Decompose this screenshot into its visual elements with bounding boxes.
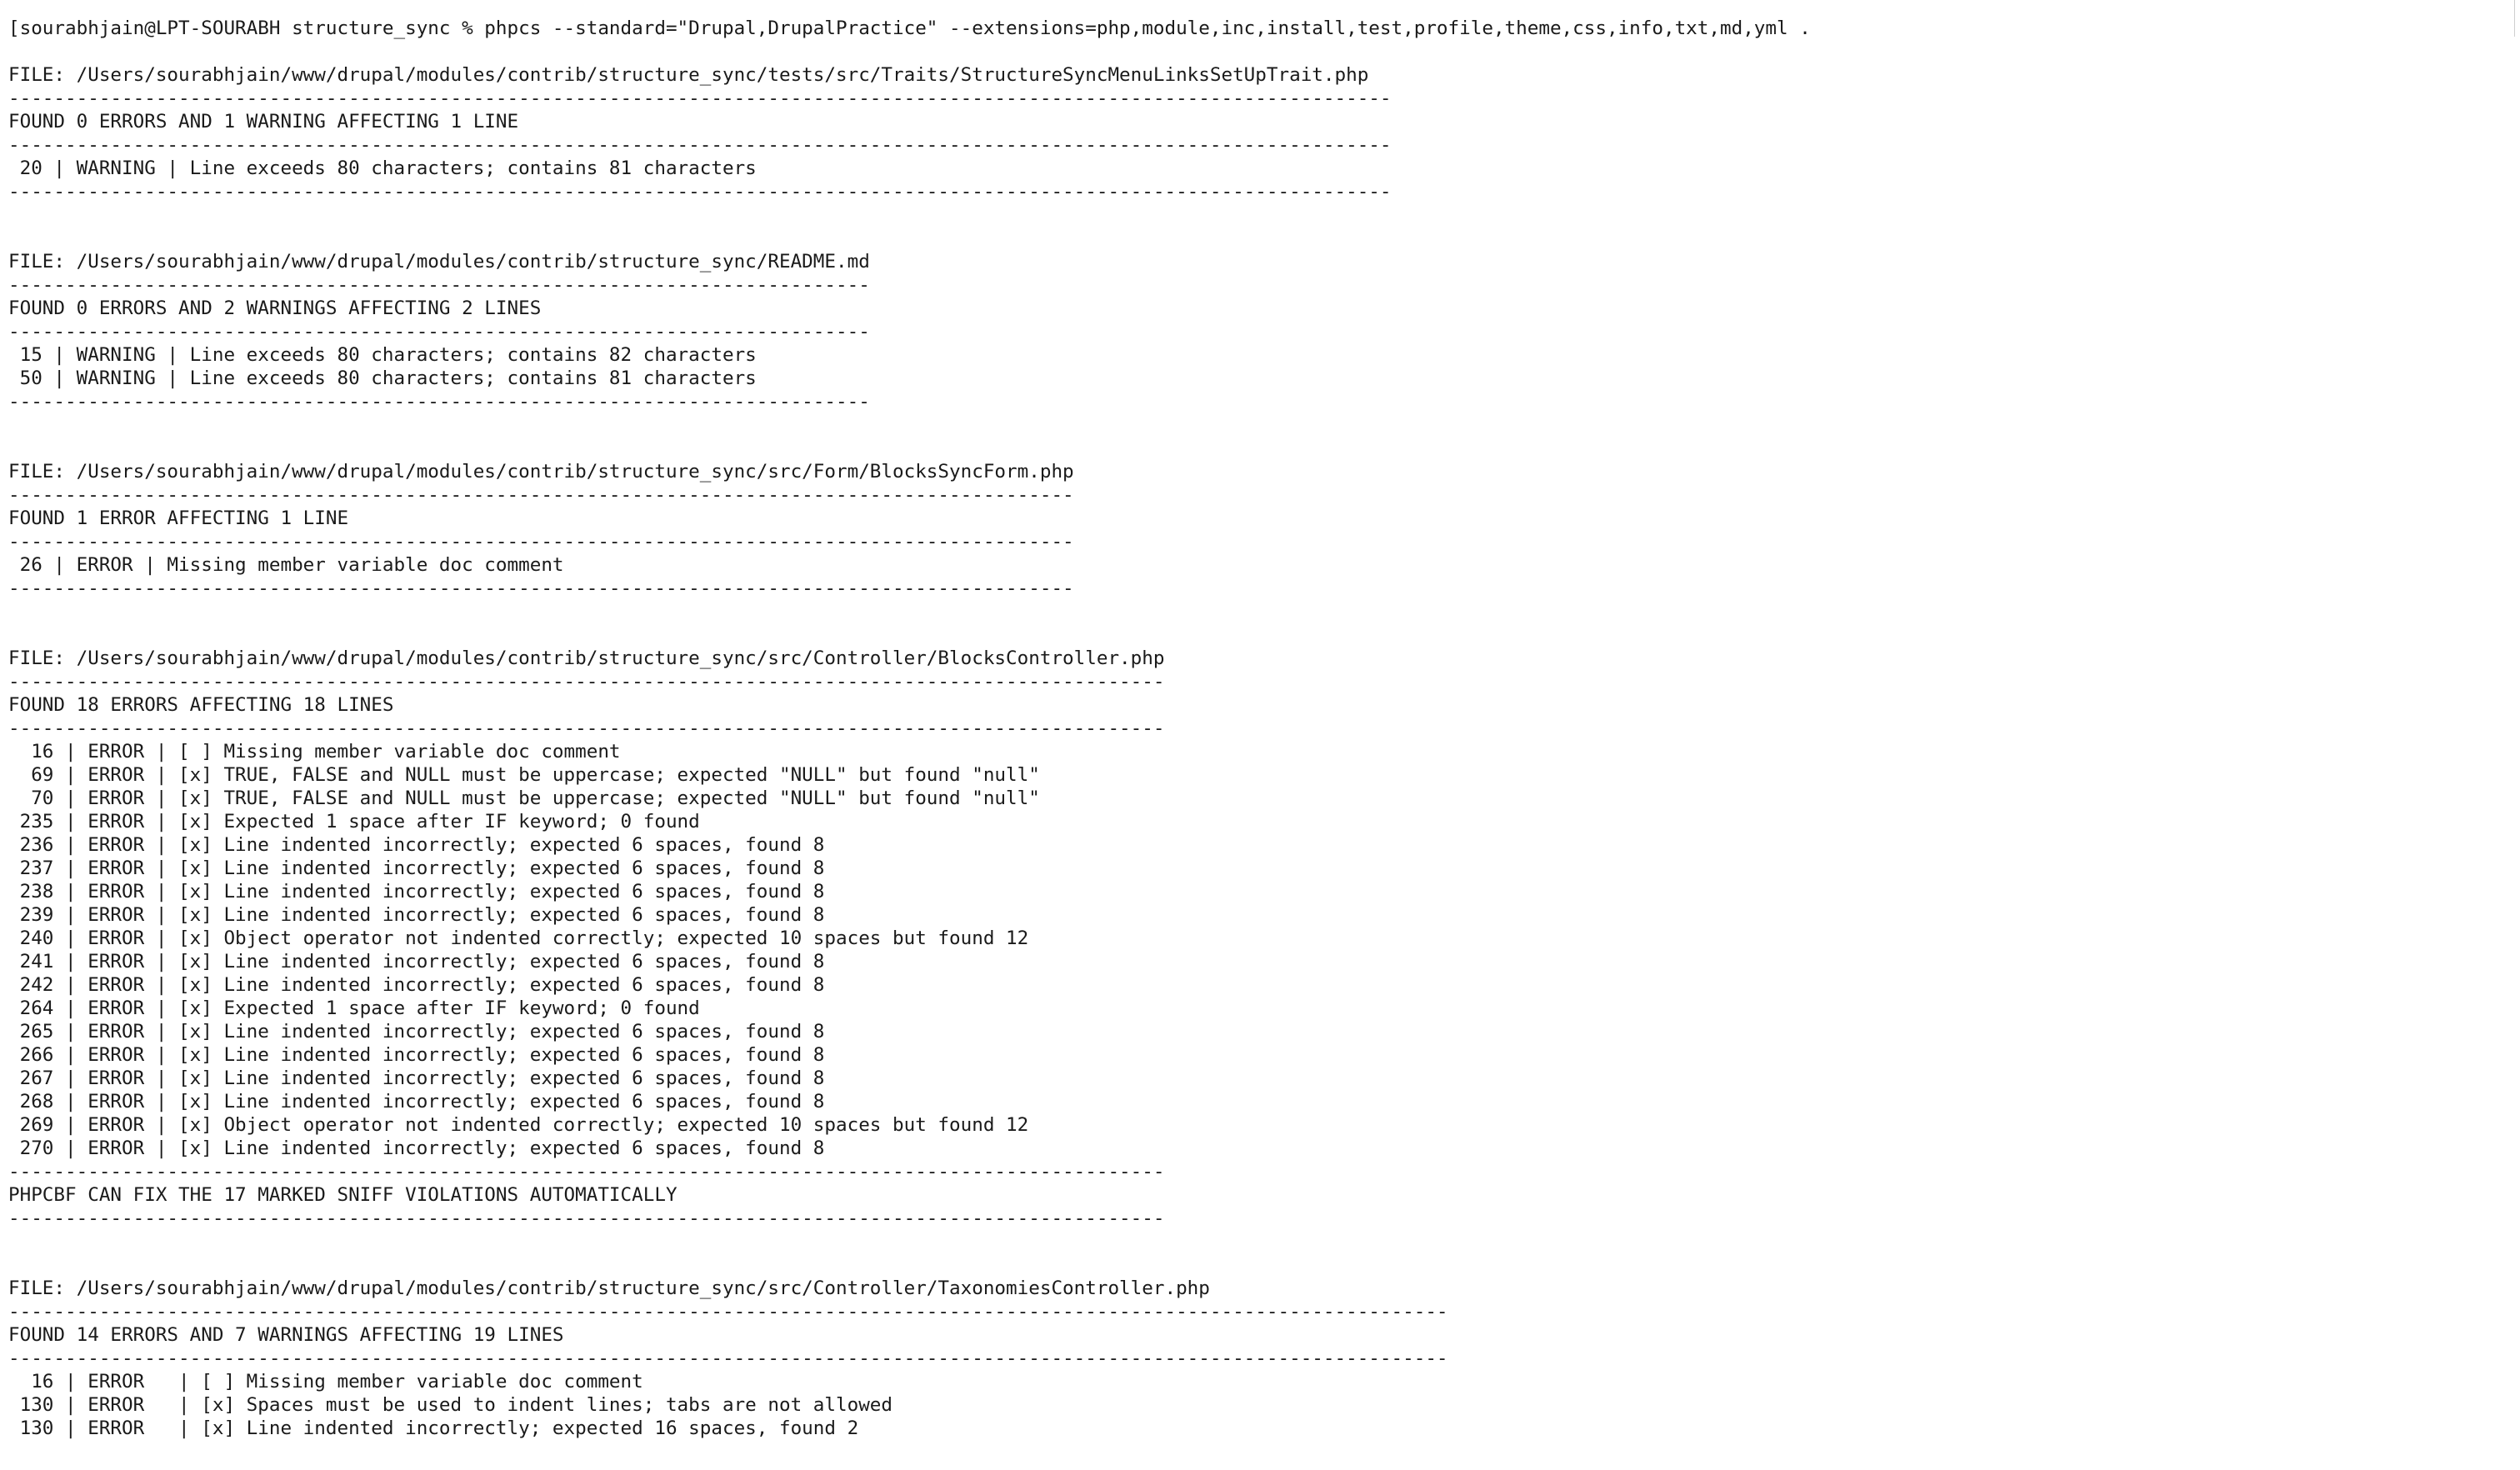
separator-line: -------------------------------------------------------------------------------------------------------------------------- [8, 88, 1392, 109]
error-line: 236 | ERROR | [x] Line indented incorrectly; expected 6 spaces, found 8 [8, 834, 825, 856]
error-line: 267 | ERROR | [x] Line indented incorrectly; expected 6 spaces, found 8 [8, 1068, 825, 1089]
separator-line: ---------------------------------------------------------------------------------------------- [8, 578, 1074, 599]
separator-line: ---------------------------------------------------------------------------- [8, 391, 870, 412]
terminal-output[interactable] [8, 17, 1811, 1440]
error-line: 130 | ERROR | [x] Line indented incorrectly; expected 16 spaces, found 2 [8, 1418, 859, 1439]
command-prompt-line: [sourabhjain@LPT-SOURABH structure_sync % phpcs --standard="Drupal,DrupalPractice" --extensions=php,module,inc,install,test,profile,theme,css,info,txt,md,yml . [8, 18, 1811, 39]
file-path-line: FILE: /Users/sourabhjain/www/drupal/modules/contrib/structure_sync/tests/src/Traits/StructureSyncMenuLinksSetUpTrait.php [8, 64, 1369, 86]
blank-line [8, 623, 1811, 647]
error-line: 264 | ERROR | [x] Expected 1 space after IF keyword; 0 found [8, 998, 700, 1019]
error-line: 265 | ERROR | [x] Line indented incorrectly; expected 6 spaces, found 8 [8, 1021, 825, 1042]
separator-line: -------------------------------------------------------------------------------------------------------------------------- [8, 134, 1392, 156]
blank-line [8, 1230, 1811, 1253]
summary-line: FOUND 0 ERRORS AND 1 WARNING AFFECTING 1 LINE [8, 111, 519, 132]
error-line: 26 | ERROR | Missing member variable doc comment [8, 554, 564, 576]
warning-line: 15 | WARNING | Line exceeds 80 characters; contains 82 characters [8, 344, 757, 366]
separator-line: ------------------------------------------------------------------------------------------------------------------------------- [8, 1301, 1448, 1322]
error-line: 235 | ERROR | [x] Expected 1 space after IF keyword; 0 found [8, 811, 700, 832]
separator-line: ------------------------------------------------------------------------------------------------------ [8, 718, 1165, 739]
file-path-line: FILE: /Users/sourabhjain/www/drupal/modules/contrib/structure_sync/src/Form/BlocksSyncForm.php [8, 461, 1074, 482]
scrollbar[interactable] [2508, 0, 2520, 1470]
blank-line [8, 413, 1811, 437]
summary-line: FOUND 14 ERRORS AND 7 WARNINGS AFFECTING 19 LINES [8, 1324, 564, 1346]
file-path-line: FILE: /Users/sourabhjain/www/drupal/modules/contrib/structure_sync/src/Controller/BlocksController.php [8, 648, 1165, 669]
error-line: 240 | ERROR | [x] Object operator not indented correctly; expected 10 spaces but found 12 [8, 928, 1029, 949]
error-line: 270 | ERROR | [x] Line indented incorrectly; expected 6 spaces, found 8 [8, 1138, 825, 1159]
warning-line: 20 | WARNING | Line exceeds 80 characters; contains 81 characters [8, 158, 757, 179]
summary-line: FOUND 18 ERRORS AFFECTING 18 LINES [8, 694, 394, 716]
error-line: 16 | ERROR | [ ] Missing member variable doc comment [8, 741, 621, 762]
separator-line: -------------------------------------------------------------------------------------------------------------------------- [8, 181, 1392, 202]
blank-line [8, 40, 1811, 63]
error-line: 238 | ERROR | [x] Line indented incorrectly; expected 6 spaces, found 8 [8, 881, 825, 902]
separator-line: ------------------------------------------------------------------------------------------------------ [8, 671, 1165, 692]
summary-line: FOUND 1 ERROR AFFECTING 1 LINE [8, 508, 349, 529]
error-line: 130 | ERROR | [x] Spaces must be used to indent lines; tabs are not allowed [8, 1394, 893, 1416]
file-path-line: FILE: /Users/sourabhjain/www/drupal/modules/contrib/structure_sync/README.md [8, 251, 870, 272]
error-line: 16 | ERROR | [ ] Missing member variable doc comment [8, 1371, 643, 1392]
error-line: 237 | ERROR | [x] Line indented incorrectly; expected 6 spaces, found 8 [8, 858, 825, 879]
error-line: 239 | ERROR | [x] Line indented incorrectly; expected 6 spaces, found 8 [8, 904, 825, 926]
error-line: 69 | ERROR | [x] TRUE, FALSE and NULL must be uppercase; expected "NULL" but found "null" [8, 764, 1040, 786]
separator-line: ------------------------------------------------------------------------------------------------------ [8, 1161, 1165, 1182]
blank-line [8, 227, 1811, 250]
summary-line: FOUND 0 ERRORS AND 2 WARNINGS AFFECTING 2 LINES [8, 298, 542, 319]
error-line: 269 | ERROR | [x] Object operator not indented correctly; expected 10 spaces but found 12 [8, 1114, 1029, 1136]
error-line: 70 | ERROR | [x] TRUE, FALSE and NULL must be uppercase; expected "NULL" but found "null" [8, 788, 1040, 809]
error-line: 268 | ERROR | [x] Line indented incorrectly; expected 6 spaces, found 8 [8, 1091, 825, 1112]
warning-line: 50 | WARNING | Line exceeds 80 characters; contains 81 characters [8, 368, 757, 389]
separator-line: ------------------------------------------------------------------------------------------------------------------------------- [8, 1348, 1448, 1369]
separator-line: ---------------------------------------------------------------------------------------------- [8, 484, 1074, 506]
separator-line: ---------------------------------------------------------------------------- [8, 321, 870, 342]
error-line: 241 | ERROR | [x] Line indented incorrectly; expected 6 spaces, found 8 [8, 951, 825, 972]
separator-line: ------------------------------------------------------------------------------------------------------ [8, 1208, 1165, 1229]
fix-notice-line: PHPCBF CAN FIX THE 17 MARKED SNIFF VIOLATIONS AUTOMATICALLY [8, 1184, 678, 1206]
blank-line [8, 1253, 1811, 1277]
separator-line: ---------------------------------------------------------------------------- [8, 274, 870, 296]
error-line: 242 | ERROR | [x] Line indented incorrectly; expected 6 spaces, found 8 [8, 974, 825, 996]
scrollbar-thumb[interactable] [2514, 0, 2515, 37]
blank-line [8, 600, 1811, 623]
blank-line [8, 203, 1811, 227]
error-line: 266 | ERROR | [x] Line indented incorrectly; expected 6 spaces, found 8 [8, 1044, 825, 1066]
blank-line [8, 437, 1811, 460]
file-path-line: FILE: /Users/sourabhjain/www/drupal/modules/contrib/structure_sync/src/Controller/TaxonomiesController.php [8, 1278, 1210, 1299]
separator-line: ---------------------------------------------------------------------------------------------- [8, 531, 1074, 552]
